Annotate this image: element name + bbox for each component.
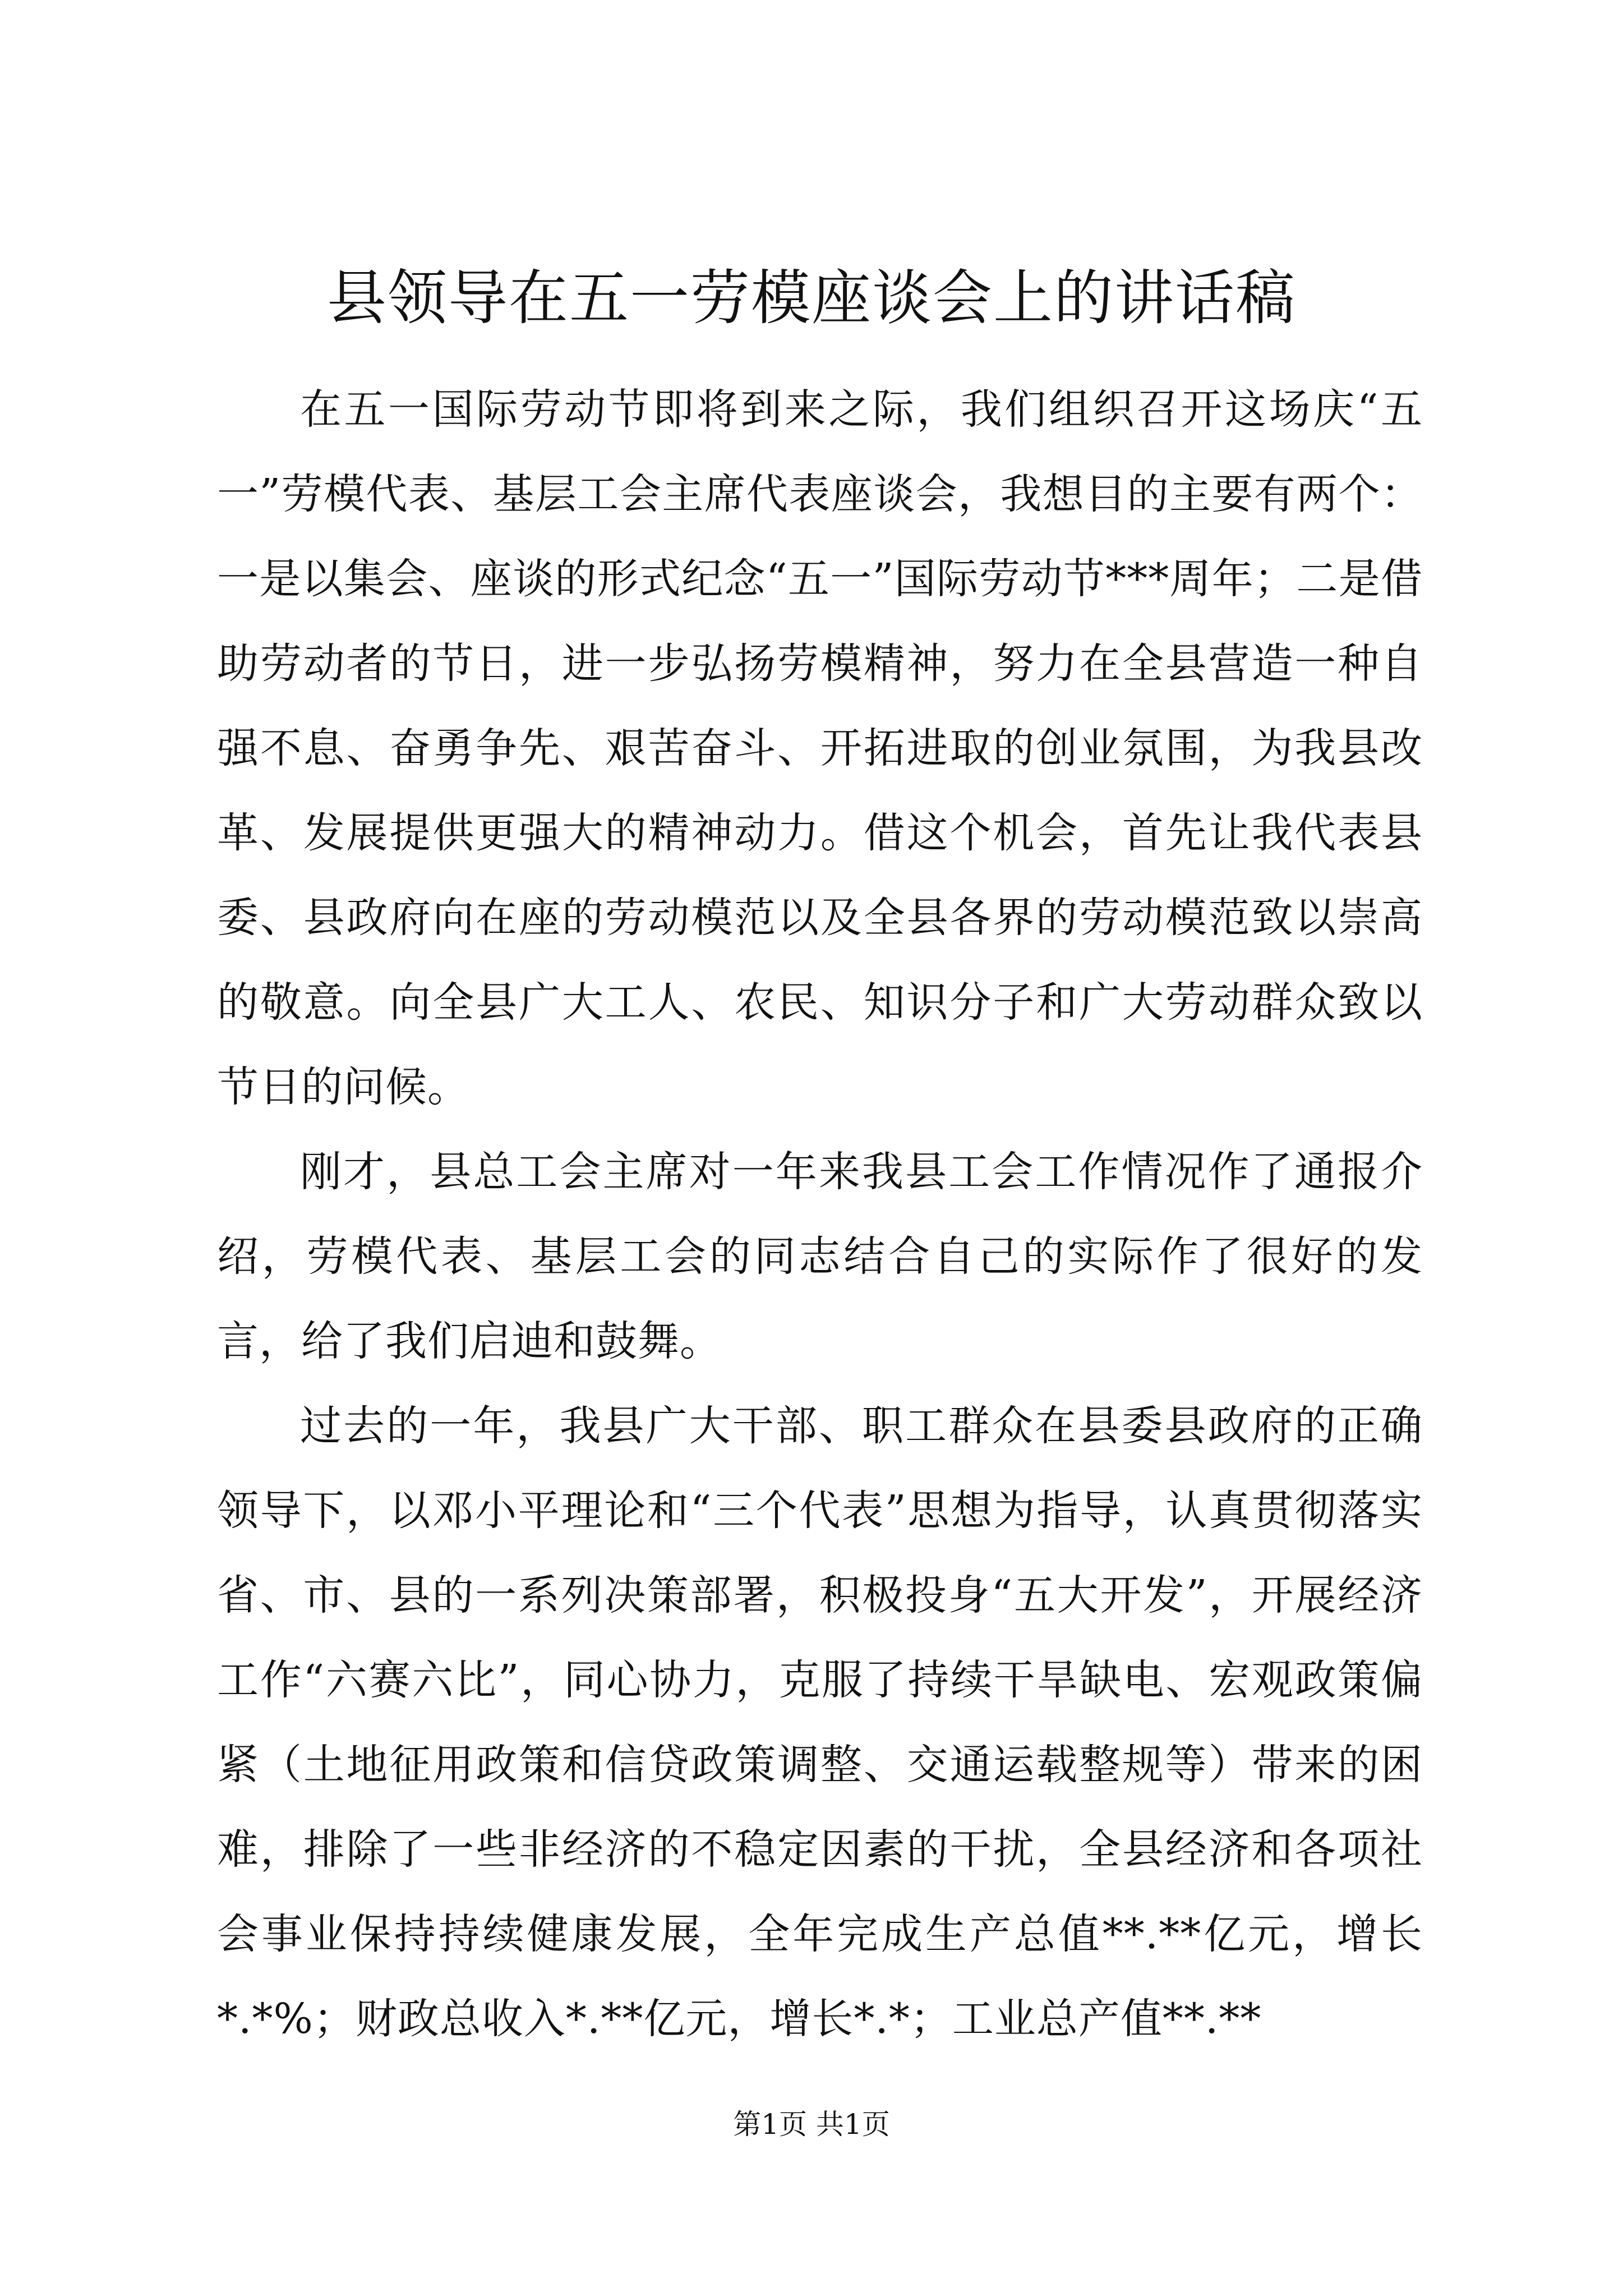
paragraph-1: 在五一国际劳动节即将到来之际，我们组织召开这场庆“五一”劳模代表、基层工会主席代表座谈会，我想目的主要有两个：一是以集会、座谈的形式纪念“五一”国际劳动节***周年；二是借助劳动者的节日，进一步弘扬劳模精神，努力在全县营造一种自强不息、奋勇争先、艰苦奋斗、开拓进取的创业氛围，为我县改革、发展提供更强大的精神动力。借这个机会，首先让我代表县委、县政府向在座的劳动模范以及全县各界的劳动模范致以崇高的敬意。向全县广大工人、农民、知识分子和广大劳动群众致以节日的问候。 [217,385,1423,1111]
document-body [217,367,1423,2062]
paragraph-3: 过去的一年，我县广大干部、职工群众在县委县政府的正确领导下，以邓小平理论和“三个代表”思想为指导，认真贯彻落实省、市、县的一系列决策部署，积极投身“五大开发”，开展经济工作“六赛六比”，同心协力，克服了持续干旱缺电、宏观政策偏紧（土地征用政策和信贷政策调整、交通运载整规等）带来的困难，排除了一些非经济的不稳定因素的干扰，全县经济和各项社会事业保持持续健康发展，全年完成生产总值**.**亿元，增长*.*%；财政总收入*.**亿元，增长*.*；工业总产值**.** [217,1402,1423,2043]
paragraph-2: 刚才，县总工会主席对一年来我县工会工作情况作了通报介绍，劳模代表、基层工会的同志结合自己的实际作了很好的发言，给了我们启迪和鼓舞。 [217,1148,1423,1365]
page-footer: 第1页 共1页 [733,2108,890,2141]
document-title: 县领导在五一劳模座谈会上的讲话稿 [327,264,1296,333]
